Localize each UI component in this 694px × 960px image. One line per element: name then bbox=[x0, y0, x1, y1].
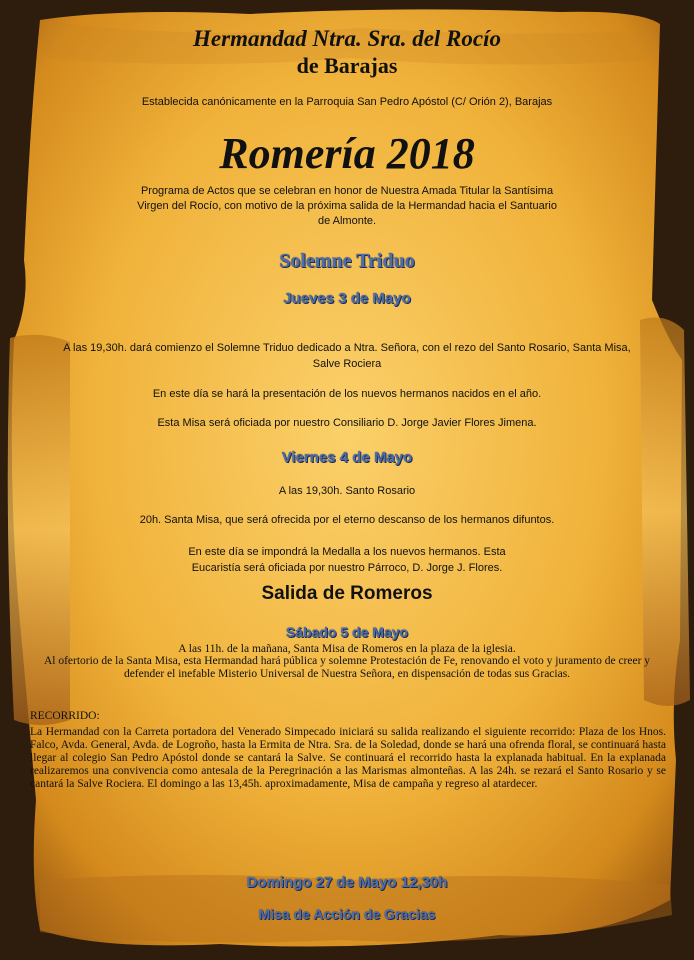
program-intro: Programa de Actos que se celebran en honor de Nuestra Amada Titular la Santísima Virgen del Rocío, con motivo de la próxima salida de la Hermandad hacia el Santuario de Almonte. bbox=[137, 185, 557, 227]
friday-text-2: 20h. Santa Misa, que será ofrecida por el eterno descanso de los hermanos difuntos. bbox=[139, 514, 555, 526]
recorrido-label: RECORRIDO: bbox=[30, 710, 100, 722]
established-note: Establecida canónicamente en la Parroquia San Pedro Apóstol (C/ Orión 2), Barajas bbox=[141, 96, 553, 108]
friday-text-3: En este día se impondrá la Medalla a los nuevos hermanos. Esta Eucaristía será oficiada por nuestro Párroco, D. Jorge J. Flores. bbox=[188, 546, 506, 574]
salida-heading: Salida de Romeros bbox=[261, 583, 433, 604]
saturday-text-1: A las 11h. de la mañana, Santa Misa de Romeros en la plaza de la iglesia. bbox=[178, 643, 516, 655]
recorrido-text: La Hermandad con la Carreta portadora del Venerado Simpecado iniciará su salida realizando el siguiente recorrido: Plaza de los Hnos. Falco, Avda. General, Avda. de Logroño, hasta la Ermita de Ntra. Sra. de la Soledad, donde se hará una ofrenda floral, se continuará hasta llegar al colegio San Pedro Apóstol donde se cantará la Salve. Se continuará el recorrido hasta la explanada habitual. En la explanada realizaremos una convivencia como antesala de la Peregrinación a las Marismas almonteñas. A las 24h. se rezará el Santo Rosario y se cantará la Salve Rociera. El domingo a las 13,45h. aproximadamente, Misa de campaña y regreso al atardecer. bbox=[30, 726, 666, 790]
sunday-heading: Domingo 27 de Mayo 12,30h bbox=[246, 874, 448, 891]
thursday-text-3: Esta Misa será oficiada por nuestro Consiliario D. Jorge Javier Flores Jimena. bbox=[157, 417, 537, 429]
page-title: Romería 2018 bbox=[219, 129, 475, 178]
thursday-text-1: A las 19,30h. dará comienzo el Solemne Triduo dedicado a Ntra. Señora, con el rezo del Santo Rosario, Santa Misa, Salve Rociera bbox=[63, 342, 631, 370]
thursday-text-2: En este día se hará la presentación de los nuevos hermanos nacidos en el año. bbox=[152, 388, 542, 400]
triduo-heading: Solemne Triduo bbox=[279, 250, 415, 272]
brotherhood-location: de Barajas bbox=[296, 53, 398, 78]
thanksgiving-mass: Misa de Acción de Gracias bbox=[258, 906, 436, 922]
saturday-heading: Sábado 5 de Mayo bbox=[285, 624, 409, 640]
saturday-text-2: Al ofertorio de la Santa Misa, esta Hermandad hará pública y solemne Protestación de Fe, renovando el voto y juramento de creer y defender el inefable Misterio Universal de Nuestra Señora, en dispensación de todas sus Gracias. bbox=[43, 655, 651, 680]
thursday-heading: Jueves 3 de Mayo bbox=[283, 290, 411, 307]
brotherhood-name: Hermandad Ntra. Sra. del Rocío bbox=[193, 26, 501, 51]
friday-heading: Viernes 4 de Mayo bbox=[281, 449, 413, 466]
friday-text-1: A las 19,30h. Santo Rosario bbox=[278, 485, 416, 497]
